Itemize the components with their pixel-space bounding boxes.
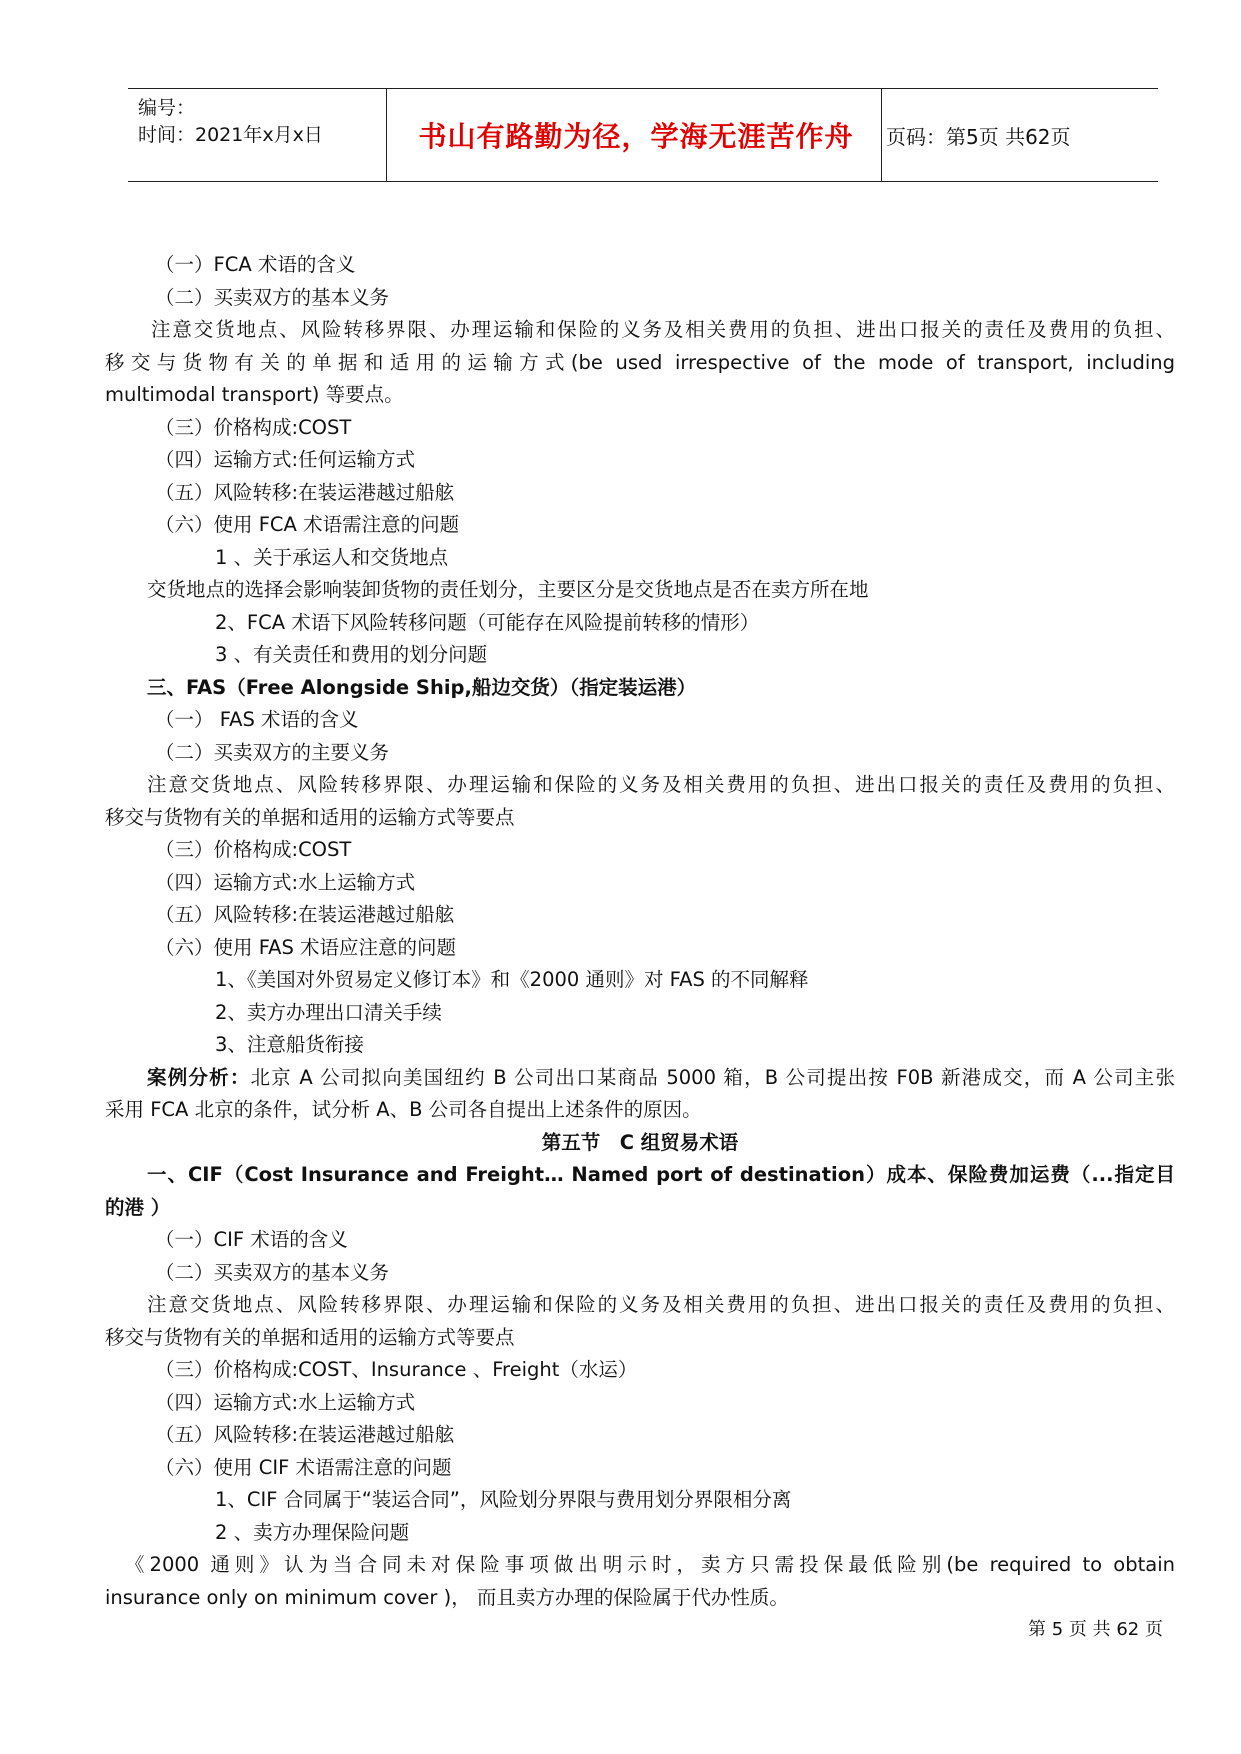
line-text: 2、卖方办理出口清关手续 xyxy=(215,1000,442,1024)
text-line xyxy=(105,899,1175,932)
text-line xyxy=(105,802,1175,835)
line-text: （三）价格构成:COST、Insurance 、Freight（水运） xyxy=(155,1358,638,1381)
line-text: 移交与货物有关的单据和适用的运输方式(be used irrespective of the mode of transport, including xyxy=(105,350,1175,374)
line-text: 2、FCA 术语下风险转移问题（可能存在风险提前转移的情形） xyxy=(215,610,760,634)
text-line xyxy=(105,1192,1175,1225)
header-divider xyxy=(881,89,882,181)
line-text: （二）买卖双方的基本义务 xyxy=(155,285,390,309)
text-line xyxy=(105,1549,1175,1582)
text-line xyxy=(105,1452,1175,1485)
line-text: 1、CIF 合同属于“装运合同”，风险划分界限与费用划分界限相分离 xyxy=(215,1488,792,1511)
line-text: （五）风险转移:在装运港越过船舷 xyxy=(155,903,455,926)
text-line xyxy=(105,1387,1175,1420)
line-text: （六）使用 CIF 术语需注意的问题 xyxy=(155,1455,452,1479)
text-line xyxy=(105,314,1175,347)
text-line xyxy=(105,282,1175,315)
text-line xyxy=(105,737,1175,770)
header-motto: 书山有路勤为径，学海无涯苦作舟 xyxy=(418,120,854,153)
header-meta xyxy=(138,95,323,149)
text-line xyxy=(105,932,1175,965)
line-text: （五）风险转移:在装运港越过船舷 xyxy=(155,1423,455,1446)
text-line xyxy=(105,1029,1175,1062)
text-line xyxy=(105,412,1175,445)
line-text: 北京 A 公司拟向美国纽约 B 公司出口某商品 5000 箱，B 公司提出按 F0B 新港成交，而 A 公司主张 xyxy=(250,1065,1175,1089)
line-text: （一）FCA 术语的含义 xyxy=(155,253,356,276)
text-line xyxy=(105,1517,1175,1550)
line-text: insurance only on minimum cover )， 而且卖方办理的保险属于代办性质。 xyxy=(105,1585,789,1609)
line-text: 注意交货地点、风险转移界限、办理运输和保险的义务及相关费用的负担、进出口报关的责任及费用的负担、 xyxy=(147,773,1175,796)
line-text: 1 、关于承运人和交货地点 xyxy=(215,545,449,569)
page-header xyxy=(128,88,1158,182)
line-text: 移交与货物有关的单据和适用的运输方式等要点 xyxy=(105,1325,515,1349)
line-text: multimodal transport) 等要点。 xyxy=(105,383,404,406)
text-line xyxy=(105,1419,1175,1452)
header-divider xyxy=(386,89,387,181)
line-text: 三、FAS（Free Alongside Ship,船边交货）（指定装运港） xyxy=(147,675,697,699)
line-text: 一、CIF（Cost Insurance and Freight… Named port of destination）成本、保险费加运费（...指定目 xyxy=(147,1163,1175,1186)
text-line xyxy=(105,574,1175,607)
line-text: （四）运输方式:水上运输方式 xyxy=(155,870,416,894)
line-text: 《2000 通则》认为当合同未对保险事项做出明示时，卖方只需投保最低险别(be required to obtain xyxy=(125,1553,1175,1576)
text-line xyxy=(105,1062,1175,1095)
text-line xyxy=(105,867,1175,900)
text-line xyxy=(105,1582,1175,1615)
document-body xyxy=(105,249,1175,1614)
number-label: 编号： xyxy=(138,97,196,119)
line-text: 采用 FCA 北京的条件，试分析 A、B 公司各自提出上述条件的原因。 xyxy=(105,1098,702,1121)
text-line xyxy=(105,1224,1175,1257)
line-text: （一） FAS 术语的含义 xyxy=(155,708,359,731)
time-label: 时间：2021年x月x日 xyxy=(138,124,323,146)
line-text: （四）运输方式:水上运输方式 xyxy=(155,1390,416,1414)
line-text: 注意交货地点、风险转移界限、办理运输和保险的义务及相关费用的负担、进出口报关的责任及费用的负担、 xyxy=(151,318,1175,341)
line-text: （二）买卖双方的基本义务 xyxy=(155,1260,390,1284)
text-line xyxy=(105,672,1175,705)
line-text: （三）价格构成:COST xyxy=(155,415,352,439)
text-line xyxy=(105,1127,1175,1160)
text-line xyxy=(105,1289,1175,1322)
text-line xyxy=(105,379,1175,412)
text-line xyxy=(105,1354,1175,1387)
text-line xyxy=(105,1484,1175,1517)
text-line xyxy=(105,997,1175,1030)
text-line xyxy=(105,639,1175,672)
line-text: 交货地点的选择会影响装卸货物的责任划分，主要区分是交货地点是否在卖方所在地 xyxy=(147,578,869,601)
line-text: 移交与货物有关的单据和适用的运输方式等要点 xyxy=(105,805,515,829)
line-text: （六）使用 FCA 术语需注意的问题 xyxy=(155,513,460,536)
text-line xyxy=(105,704,1175,737)
line-text: 2 、卖方办理保险问题 xyxy=(215,1520,410,1544)
text-line xyxy=(105,1257,1175,1290)
text-line xyxy=(105,769,1175,802)
text-line xyxy=(105,834,1175,867)
page-footer: 第 5 页 共 62 页 xyxy=(1028,1619,1163,1640)
line-text: （三）价格构成:COST xyxy=(155,838,352,861)
text-line xyxy=(105,477,1175,510)
text-line xyxy=(105,347,1175,380)
text-line xyxy=(105,964,1175,997)
text-line xyxy=(105,509,1175,542)
text-line xyxy=(105,1322,1175,1355)
text-line xyxy=(105,1094,1175,1127)
line-text: （四）运输方式:任何运输方式 xyxy=(155,448,416,471)
line-text: 第五节 C 组贸易术语 xyxy=(541,1130,739,1154)
text-line xyxy=(105,444,1175,477)
line-text: （一）CIF 术语的含义 xyxy=(155,1228,348,1251)
line-text: 3、注意船货衔接 xyxy=(215,1033,364,1056)
line-text: 的港 ） xyxy=(105,1195,171,1219)
line-text: 注意交货地点、风险转移界限、办理运输和保险的义务及相关费用的负担、进出口报关的责任及费用的负担、 xyxy=(147,1293,1175,1316)
line-text: 3 、有关责任和费用的划分问题 xyxy=(215,643,488,666)
text-line xyxy=(105,249,1175,282)
line-text: （五）风险转移:在装运港越过船舷 xyxy=(155,480,455,504)
line-text: 1、《美国对外贸易定义修订本》和《2000 通则》对 FAS 的不同解释 xyxy=(215,968,809,991)
header-page-info: 页码：第5页 共62页 xyxy=(886,124,1071,149)
line-text: （二）买卖双方的主要义务 xyxy=(155,740,390,764)
case-label: 案例分析： xyxy=(147,1065,251,1089)
text-line xyxy=(105,607,1175,640)
text-line xyxy=(105,1159,1175,1192)
text-line xyxy=(105,542,1175,575)
line-text: （六）使用 FAS 术语应注意的问题 xyxy=(155,935,457,959)
